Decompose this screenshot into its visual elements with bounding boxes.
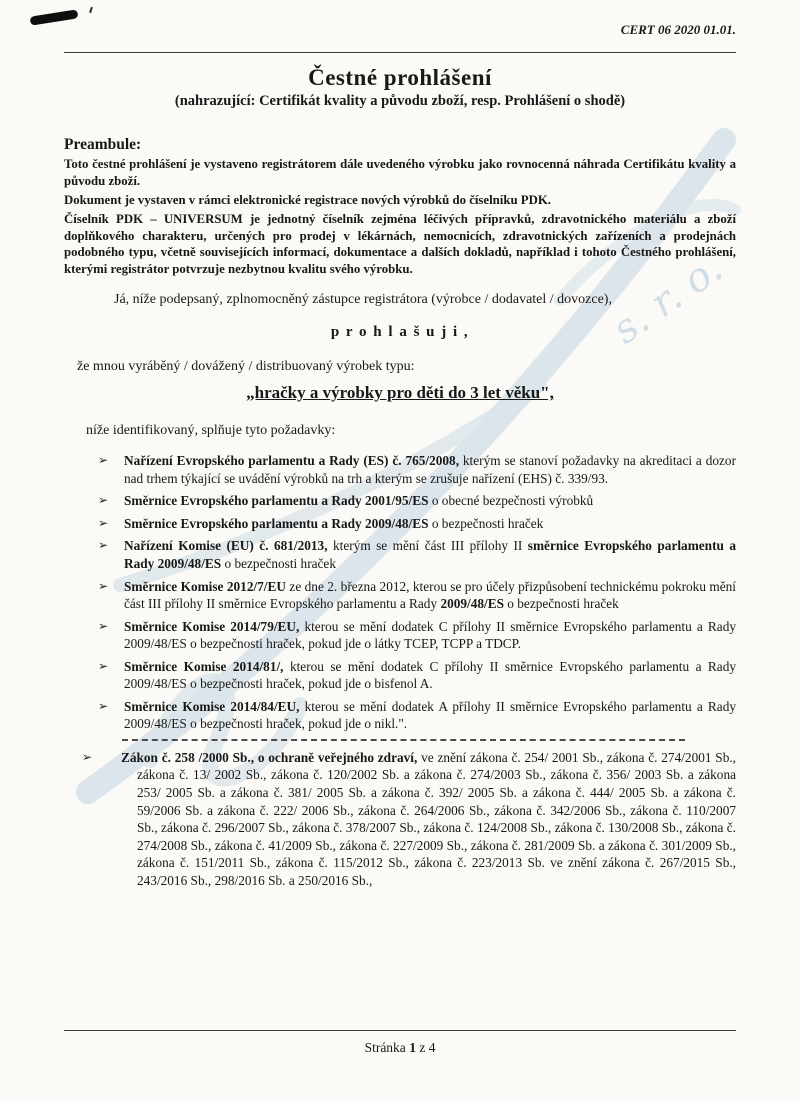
arrow-bullet-icon: ➢	[98, 515, 109, 530]
requirement-item	[64, 452, 736, 487]
product-intro-line: že mnou vyráběný / dovážený / distribuovaný výrobek typu:	[77, 359, 415, 375]
declaration-verb: p r o h l a š u j i ,	[330, 324, 470, 341]
text-segment: o bezpečnosti hraček	[221, 555, 336, 571]
requirement-item	[64, 537, 736, 572]
header-rule	[64, 52, 736, 53]
requirement-item	[64, 658, 736, 693]
laws-list	[64, 749, 736, 889]
list-item-text	[124, 579, 736, 612]
arrow-bullet-icon: ➢	[98, 538, 109, 553]
text-segment: o bezpečnosti hraček	[503, 596, 619, 612]
list-item-text	[124, 516, 543, 531]
text-segment: Nařízení Komise (EU) č. 681/2013,	[124, 538, 328, 554]
text-segment: Směrnice Komise 2012/7/EU	[124, 578, 286, 594]
list-item-text	[124, 453, 736, 486]
requirements-list	[64, 452, 736, 733]
list-item-text	[124, 659, 736, 692]
text-segment: Směrnice Evropského parlamentu a Rady 2001/95/ES	[124, 493, 429, 509]
arrow-bullet-icon: ➢	[98, 618, 109, 633]
arrow-bullet-icon: ➢	[98, 698, 109, 713]
page-footer	[0, 1040, 800, 1056]
text-segment: ve znění zákona č. 254/ 2001 Sb., zákona č. 274/2001 Sb., zákona č. 13/ 2002 Sb., zákona č. 120/2002 Sb. a zákona č. 274/2003 Sb., zákona č. 356/ 2003 Sb. a zákona 253/ 2005 Sb. a zákona č. 381/ 2005 Sb. a zákona č. 392/ 2005 Sb. a zákona č. 444/ 2005 Sb. a zákona č. 59/2006 Sb. a zákona č. 222/ 2006 Sb., zákona č. 264/2006 Sb., zákona č. 342/2006 Sb., zákona č. 110/2007 Sb., zákona č. 296/2007 Sb., zákona č. 378/2007 Sb., zákona č. 124/2008 Sb., zákona č. 130/2008 Sb., zákona č. 274/2008 Sb., zákona č. 41/2009 Sb., zákona č. 227/2009 Sb., zákona č. 281/2009 Sb. a zákona č. 301/2009 Sb., zákona č. 151/2011 Sb., zákona č. 115/2012 Sb., zákona č. 223/2013 Sb. ve znění zákona č. 267/2015 Sb., 243/2016 Sb., 298/2016 Sb. a 250/2016 Sb.,	[137, 749, 736, 888]
text-segment: 4	[428, 1040, 436, 1055]
law-item: ➢ Zákon č. 258 /2000 Sb., o ochraně veřejného zdraví, ve znění zákona č. 254/ 2001 Sb., zákona č. 274/2001 Sb., zákona č. 13/ 2002 Sb., zákona č. 120/2002 Sb. a zákona č. 274/2003 Sb., zákona č. 356/ 2003 Sb. a zákona 253/ 2005 Sb. a zákona č. 381/ 2005 Sb. a zákona č. 392/ 2005 Sb. a zákona č. 444/ 2005 Sb. a zákona č. 59/2006 Sb. a zákona č. 222/ 2006 Sb., zákona č. 264/2006 Sb., zákona č. 342/2006 Sb., zákona č. 110/2007 Sb., zákona č. 296/2007 Sb., zákona č. 378/2007 Sb., zákona č. 124/2008 Sb., zákona č. 130/2008 Sb., zákona č. 274/2008 Sb., zákona č. 41/2009 Sb., zákona č. 227/2009 Sb., zákona č. 281/2009 Sb. a zákona č. 301/2009 Sb., zákona č. 151/2011 Sb., zákona č. 115/2012 Sb., zákona č. 223/2013 Sb. ve znění zákona č. 267/2015 Sb., 243/2016 Sb., 298/2016 Sb. a 250/2016 Sb.,	[82, 749, 736, 888]
scan-dot-icon	[89, 7, 93, 13]
text-segment: Směrnice Komise 2014/81/,	[124, 658, 284, 674]
preamble-paragraph: Číselník PDK – UNIVERSUM je jednotný číselník zejména léčivých přípravků, zdravotnického materiálu a zboží doplňkového charakteru, určených pro prodej v lékárnách, nemocnicích, zdravotnických zařízeních a prodejnách podobného typu, včetně souvisejících informací, dokumentace a dalších dokladů, například i tohoto Čestného prohlášení, kterými registrátor potvrzuje nezbytnou kvalitu svého výrobku.	[64, 211, 736, 277]
requirement-item	[64, 618, 736, 653]
arrow-bullet-icon: ➢	[98, 658, 109, 673]
document-reference: CERT 06 2020 01.01.	[620, 22, 736, 37]
arrow-bullet-icon: ➢	[98, 493, 109, 508]
document-content	[64, 22, 736, 894]
document-subtitle: (nahrazující: Certifikát kvality a původu zboží, resp. Prohlášení o shodě)	[174, 93, 626, 109]
text-segment: kterou se mění dodatek C přílohy II směrnice Evropského parlamentu a Rady 2009/48/ES o bezpečnosti hraček, pokud jde o bisfenol A.	[124, 658, 736, 692]
preamble-paragraph: Toto čestné prohlášení je vystaveno registrátorem dále uvedeného výrobku jako rovnocenná náhrada Certifikátu kvality a původu zboží.	[64, 157, 736, 188]
declaration-intro: Já, níže podepsaný, zplnomocněný zástupce registrátora (výrobce / dodavatel / dovozce),	[114, 292, 612, 308]
text-segment: kterým se mění část III přílohy II	[327, 538, 528, 554]
preamble-paragraph: Dokument je vystaven v rámci elektronické registrace nových výrobků do číselníku PDK.	[64, 192, 551, 207]
text-segment: Směrnice Komise 2014/79/EU,	[124, 618, 300, 634]
list-item-text	[121, 750, 736, 888]
text-segment: směrnice Evropského parlamentu a Rady 2009/48/ES	[124, 538, 736, 571]
list-item-text	[124, 538, 736, 571]
text-segment: o bezpečnosti hraček	[428, 515, 544, 531]
text-segment: z	[415, 1040, 429, 1055]
preamble-heading: Preambule:	[64, 136, 142, 153]
text-segment: Směrnice Komise 2014/84/EU,	[124, 698, 300, 714]
text-segment: kterou se mění dodatek C přílohy II směrnice Evropského parlamentu a Rady 2009/48/ES o bezpečnosti hraček, pokud jde o látky TCEP, TCPP a TDCP.	[124, 618, 737, 652]
requirement-item	[64, 515, 736, 533]
requirement-item	[64, 492, 736, 510]
requirement-item	[64, 698, 736, 733]
list-item-text	[124, 619, 736, 652]
text-segment: Směrnice Evropského parlamentu a Rady 2009/48/ES	[124, 515, 429, 531]
text-segment: ze dne 2. března 2012, kterou se pro účely přizpůsobení technickému pokroku mění část III přílohy II směrnice Evropského parlamentu a Rady	[124, 578, 736, 612]
list-item-text	[124, 699, 736, 732]
watermark-text: s. r. o.	[604, 245, 731, 354]
footer-rule	[64, 1030, 736, 1031]
text-segment: Zákon č. 258 /2000 Sb., o ochraně veřejného zdraví,	[121, 749, 418, 765]
text-segment: 2009/48/ES	[440, 596, 504, 612]
dashed-divider	[122, 739, 685, 741]
text-segment: o obecné bezpečnosti výrobků	[428, 493, 594, 509]
text-segment: Nařízení Evropského parlamentu a Rady (ES) č. 765/2008,	[124, 453, 460, 469]
text-segment: 1	[409, 1040, 416, 1055]
arrow-bullet-icon: ➢	[98, 453, 109, 468]
text-segment: kterým se stanoví požadavky na akreditaci a dozor nad trhem týkající se uvádění výrobků na trh a kterým se zrušuje nařízení (EHS) č. 339/93.	[124, 453, 736, 486]
product-type: „hračky a výrobky pro děti do 3 let věku",	[246, 383, 554, 403]
requirements-intro: níže identifikovaný, splňuje tyto požadavky:	[86, 423, 336, 439]
text-segment: kterou se mění dodatek A přílohy II směrnice Evropského parlamentu a Rady 2009/48/ES o bezpečnosti hraček, pokud jde o nikl.".	[124, 698, 736, 732]
document-title: Čestné prohlášení	[308, 65, 492, 90]
arrow-bullet-icon: ➢	[98, 578, 109, 593]
text-segment: Stránka	[364, 1040, 410, 1055]
requirement-item	[64, 578, 736, 613]
list-item-text	[124, 493, 593, 508]
